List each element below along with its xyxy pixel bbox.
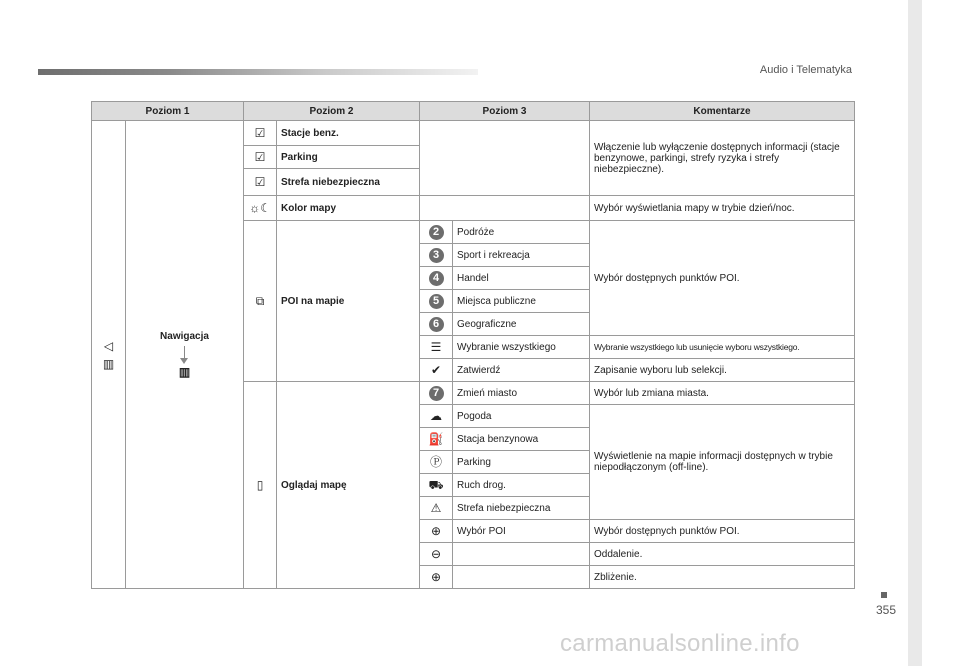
day-night-icon: ☼☾ bbox=[249, 200, 271, 215]
checkbox-icon: ☑ bbox=[254, 174, 266, 189]
header-comments: Komentarze bbox=[590, 102, 855, 121]
navigation-menu-table bbox=[91, 101, 855, 589]
row-parking: Parking bbox=[277, 146, 420, 169]
check-icon: ✔ bbox=[430, 362, 442, 377]
fuel-station-icon: ⛽ bbox=[428, 431, 444, 446]
row-podroze: Podróże bbox=[453, 221, 590, 244]
map-book-icon: ▥ bbox=[178, 365, 191, 379]
select-all-icon: ☰ bbox=[430, 339, 442, 354]
down-arrow-icon bbox=[184, 346, 185, 360]
row-ruch: Ruch drog. bbox=[453, 474, 590, 497]
row-kolor: Kolor mapy bbox=[277, 196, 420, 221]
comment-poi: Wybór dostępnych punktów POI. bbox=[590, 221, 855, 336]
row-strefa: Strefa niebezpieczna bbox=[277, 169, 420, 196]
header-bar bbox=[38, 69, 478, 75]
level2-navigation-cell bbox=[126, 121, 244, 589]
zoom-in-icon: ⊕ bbox=[430, 569, 442, 584]
row-miejsca: Miejsca publiczne bbox=[453, 290, 590, 313]
warning-icon: ⚠ bbox=[430, 500, 442, 515]
comment-info: Wyświetlenie na mapie informacji dostępnych w trybie niepodłączonym (off-line). bbox=[590, 405, 855, 520]
row-parking2: Parking bbox=[453, 451, 590, 474]
comment-oddalenie: Oddalenie. bbox=[590, 543, 855, 566]
comment-kolor: Wybór wyświetlania mapy w trybie dzień/noc. bbox=[590, 196, 855, 221]
number-6-icon: 6 bbox=[429, 317, 444, 332]
comment-toggle-info: Włączenie lub wyłączenie dostępnych informacji (stacje benzynowe, parkingi, strefy ryzyka i strefy niebezpieczne). bbox=[590, 121, 855, 196]
parking-icon: Ⓟ bbox=[429, 454, 442, 469]
header-level1: Poziom 1 bbox=[92, 102, 244, 121]
comment-zatwierdz: Zapisanie wyboru lub selekcji. bbox=[590, 359, 855, 382]
row-wybrane: Wybranie wszystkiego bbox=[453, 336, 590, 359]
number-5-icon: 5 bbox=[429, 294, 444, 309]
page-number: 355 bbox=[876, 603, 897, 617]
comment-wybrane: Wybranie wszystkiego lub usunięcie wyboru wszystkiego. bbox=[590, 336, 855, 359]
row-zmien: Zmień miasto bbox=[453, 382, 590, 405]
table-header-row bbox=[92, 102, 855, 121]
number-7-icon: 7 bbox=[429, 386, 444, 401]
header-level3: Poziom 3 bbox=[420, 102, 590, 121]
map-view-icon: ▯ bbox=[256, 477, 264, 492]
table-row bbox=[92, 121, 855, 146]
checkbox-icon: ☑ bbox=[254, 149, 266, 164]
nav-arrow-icon: ◁ bbox=[103, 338, 114, 353]
navigation-label: Nawigacja bbox=[160, 331, 209, 342]
number-2-icon: 2 bbox=[429, 225, 444, 240]
comment-wybor-poi: Wybór dostępnych punktów POI. bbox=[590, 520, 855, 543]
row-poi: POI na mapie bbox=[277, 221, 420, 382]
page-header-title: Audio i Telematyka bbox=[759, 64, 852, 76]
row-wybor-poi: Wybór POI bbox=[453, 520, 590, 543]
map-book-icon: ▥ bbox=[102, 356, 115, 371]
poi-icon: ⧉ bbox=[255, 293, 265, 308]
checkbox-icon: ☑ bbox=[254, 125, 266, 140]
row-ogladaj: Oglądaj mapę bbox=[277, 382, 420, 589]
number-3-icon: 3 bbox=[429, 248, 444, 263]
traffic-icon: ⛟ bbox=[428, 477, 444, 492]
page-marker bbox=[881, 592, 887, 598]
row-pogoda: Pogoda bbox=[453, 405, 590, 428]
row-stacja: Stacja benzynowa bbox=[453, 428, 590, 451]
row-handel: Handel bbox=[453, 267, 590, 290]
level1-cell bbox=[92, 121, 126, 589]
row-geo: Geograficzne bbox=[453, 313, 590, 336]
header-level2: Poziom 2 bbox=[244, 102, 420, 121]
comment-zmien: Wybór lub zmiana miasta. bbox=[590, 382, 855, 405]
row-strefa2: Strefa niebezpieczna bbox=[453, 497, 590, 520]
row-stacje: Stacje benz. bbox=[277, 121, 420, 146]
select-poi-icon: ⊕ bbox=[430, 523, 442, 538]
side-strip bbox=[908, 0, 922, 666]
zoom-out-icon: ⊖ bbox=[430, 546, 442, 561]
row-sport: Sport i rekreacja bbox=[453, 244, 590, 267]
watermark: carmanualsonline.info bbox=[560, 630, 800, 657]
comment-zblizenie: Zbliżenie. bbox=[590, 566, 855, 589]
number-4-icon: 4 bbox=[429, 271, 444, 286]
weather-icon: ☁ bbox=[430, 408, 442, 423]
row-zatwierdz: Zatwierdź bbox=[453, 359, 590, 382]
